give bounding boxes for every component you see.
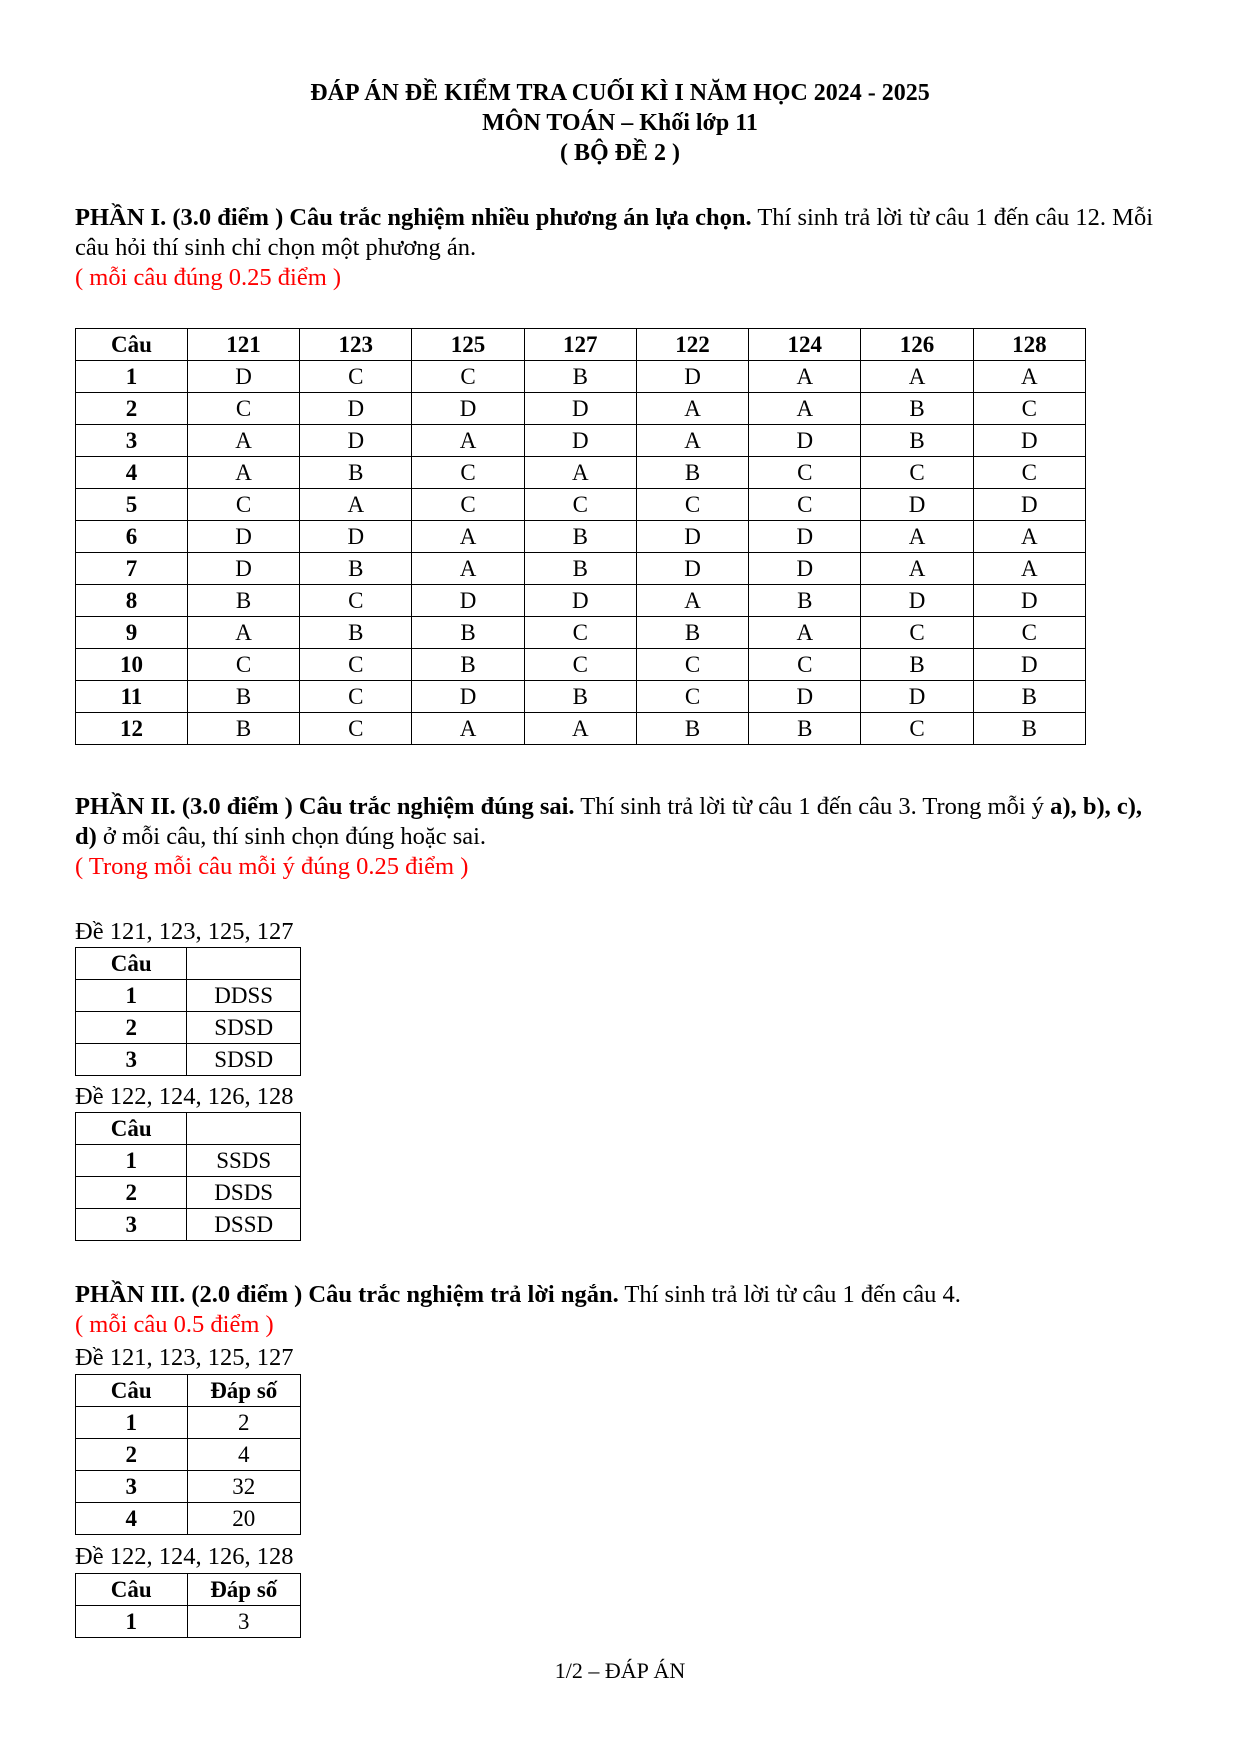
column-header-exam-code: 122	[636, 329, 748, 361]
question-number: 3	[76, 1044, 187, 1076]
answer-cell: B	[412, 617, 524, 649]
question-number: 4	[76, 1503, 188, 1535]
answer-cell: A	[973, 521, 1085, 553]
answer-cell: B	[300, 457, 412, 489]
answer-cell: A	[861, 361, 973, 393]
answer-cell: A	[749, 393, 861, 425]
answer-cell: A	[187, 457, 299, 489]
question-number: 1	[76, 1145, 187, 1177]
answer-cell: DDSS	[187, 980, 301, 1012]
answer-cell: A	[749, 361, 861, 393]
answer-cell: SSDS	[187, 1145, 301, 1177]
part2-heading-bold: PHẦN II. (3.0 điểm ) Câu trắc nghiệm đúng sai.	[75, 793, 575, 820]
part3-group-b-table	[75, 1573, 301, 1638]
part2-score-note: ( Trong mỗi câu mỗi ý đúng 0.25 điểm )	[75, 853, 469, 880]
answer-cell: C	[749, 649, 861, 681]
question-number: 5	[76, 489, 188, 521]
table-row	[76, 1012, 301, 1044]
answer-cell: A	[636, 425, 748, 457]
answer-cell: D	[861, 585, 973, 617]
answer-cell: B	[973, 713, 1085, 745]
column-header-answer	[187, 1113, 301, 1145]
answer-cell: C	[749, 457, 861, 489]
question-number: 3	[76, 1471, 188, 1503]
column-header-answer: Đáp số	[187, 1574, 301, 1606]
answer-cell: A	[861, 553, 973, 585]
part2-group-b-label: Đề 122, 124, 126, 128	[75, 1083, 294, 1110]
document-header	[0, 78, 1240, 168]
column-header-exam-code: 125	[412, 329, 524, 361]
answer-cell: C	[636, 681, 748, 713]
part3-heading-text: Thí sinh trả lời từ câu 1 đến câu 4.	[618, 1281, 961, 1308]
table-header-row	[76, 1574, 301, 1606]
table-row	[76, 1407, 301, 1439]
answer-cell: A	[187, 425, 299, 457]
answer-cell: A	[636, 393, 748, 425]
table-header-row	[76, 329, 1086, 361]
table-header-row	[76, 948, 301, 980]
question-number: 3	[76, 1209, 187, 1241]
answer-cell: D	[749, 521, 861, 553]
column-header-answer	[187, 948, 301, 980]
table-row	[76, 489, 1086, 521]
answer-cell: D	[412, 393, 524, 425]
document-subject: MÔN TOÁN – Khối lớp 11	[482, 110, 758, 136]
part3-group-b-label: Đề 122, 124, 126, 128	[75, 1543, 294, 1570]
answer-cell: C	[187, 649, 299, 681]
table-row	[76, 649, 1086, 681]
column-header-question: Câu	[76, 329, 188, 361]
answer-cell: D	[412, 585, 524, 617]
answer-cell: C	[973, 457, 1085, 489]
part1-heading-bold: PHẦN I. (3.0 điểm ) Câu trắc nghiệm nhiều phương án lựa chọn.	[75, 204, 752, 231]
answer-cell: C	[636, 649, 748, 681]
answer-cell: C	[412, 489, 524, 521]
answer-cell: SDSD	[187, 1012, 301, 1044]
answer-cell: D	[300, 393, 412, 425]
answer-cell: D	[749, 553, 861, 585]
table-row	[76, 393, 1086, 425]
column-header-exam-code: 127	[524, 329, 636, 361]
question-number: 10	[76, 649, 188, 681]
answer-cell: C	[187, 393, 299, 425]
answer-cell: B	[749, 713, 861, 745]
answer-cell: D	[636, 361, 748, 393]
answer-cell: C	[300, 681, 412, 713]
question-number: 8	[76, 585, 188, 617]
answer-cell: D	[636, 521, 748, 553]
answer-cell: B	[187, 713, 299, 745]
table-row	[76, 1606, 301, 1638]
table-row	[76, 1471, 301, 1503]
table-row	[76, 425, 1086, 457]
answer-cell: B	[636, 713, 748, 745]
page-footer: 1/2 – ĐÁP ÁN	[554, 1658, 686, 1683]
answer-cell: B	[187, 681, 299, 713]
answer-cell: C	[300, 361, 412, 393]
table-row	[76, 681, 1086, 713]
part3-group-a-table	[75, 1374, 301, 1535]
answer-cell: D	[973, 585, 1085, 617]
answer-cell: D	[861, 681, 973, 713]
column-header-question: Câu	[76, 1375, 188, 1407]
answer-cell: D	[973, 425, 1085, 457]
part2-heading	[75, 792, 1165, 852]
part1-score-note: ( mỗi câu đúng 0.25 điểm )	[75, 264, 342, 291]
answer-cell: B	[636, 457, 748, 489]
answer-cell: A	[524, 713, 636, 745]
answer-cell: C	[524, 489, 636, 521]
answer-cell: B	[861, 425, 973, 457]
document-title: ĐÁP ÁN ĐỀ KIỂM TRA CUỐI KÌ I NĂM HỌC 2024 - 2025	[310, 80, 930, 106]
table-row	[76, 553, 1086, 585]
answer-cell: C	[412, 457, 524, 489]
answer-cell: A	[861, 521, 973, 553]
question-number: 2	[76, 1012, 187, 1044]
answer-cell: C	[861, 457, 973, 489]
answer-cell: C	[412, 361, 524, 393]
answer-cell: D	[300, 521, 412, 553]
part1-answer-table	[75, 328, 1086, 745]
table-row	[76, 585, 1086, 617]
table-row	[76, 361, 1086, 393]
column-header-question: Câu	[76, 1574, 188, 1606]
answer-cell: D	[973, 489, 1085, 521]
table-row	[76, 1209, 301, 1241]
column-header-exam-code: 121	[187, 329, 299, 361]
table-row	[76, 713, 1086, 745]
column-header-exam-code: 126	[861, 329, 973, 361]
table-row	[76, 1177, 301, 1209]
answer-cell: 3	[187, 1606, 301, 1638]
answer-cell: B	[524, 361, 636, 393]
part1-heading	[75, 203, 1165, 263]
answer-cell: C	[973, 617, 1085, 649]
question-number: 1	[76, 1606, 188, 1638]
question-number: 12	[76, 713, 188, 745]
answer-cell: C	[636, 489, 748, 521]
column-header-question: Câu	[76, 948, 187, 980]
answer-cell: B	[524, 521, 636, 553]
part2-group-b-table	[75, 1112, 301, 1241]
table-row	[76, 980, 301, 1012]
answer-cell: A	[749, 617, 861, 649]
answer-cell: 32	[187, 1471, 301, 1503]
answer-cell: A	[524, 457, 636, 489]
answer-cell: A	[300, 489, 412, 521]
question-number: 3	[76, 425, 188, 457]
answer-cell: D	[524, 425, 636, 457]
answer-cell: B	[524, 681, 636, 713]
answer-cell: B	[636, 617, 748, 649]
answer-cell: A	[973, 361, 1085, 393]
answer-cell: A	[973, 553, 1085, 585]
column-header-exam-code: 124	[749, 329, 861, 361]
answer-cell: D	[749, 425, 861, 457]
question-number: 6	[76, 521, 188, 553]
answer-cell: D	[524, 585, 636, 617]
answer-cell: B	[861, 649, 973, 681]
answer-cell: C	[749, 489, 861, 521]
column-header-answer: Đáp số	[187, 1375, 301, 1407]
part3-score-note: ( mỗi câu 0.5 điểm )	[75, 1311, 274, 1338]
answer-cell: C	[524, 649, 636, 681]
question-number: 1	[76, 980, 187, 1012]
table-row	[76, 1044, 301, 1076]
table-row	[76, 521, 1086, 553]
answer-cell: D	[412, 681, 524, 713]
answer-cell: C	[524, 617, 636, 649]
question-number: 2	[76, 1177, 187, 1209]
answer-cell: B	[524, 553, 636, 585]
answer-cell: D	[187, 553, 299, 585]
answer-cell: B	[300, 553, 412, 585]
document-set: ( BỘ ĐỀ 2 )	[560, 140, 680, 166]
answer-cell: B	[187, 585, 299, 617]
part3-heading	[75, 1280, 1165, 1310]
answer-cell: D	[300, 425, 412, 457]
column-header-exam-code: 123	[300, 329, 412, 361]
answer-cell: A	[187, 617, 299, 649]
part3-heading-bold: PHẦN III. (2.0 điểm ) Câu trắc nghiệm trả lời ngắn.	[75, 1281, 619, 1308]
question-number: 7	[76, 553, 188, 585]
part2-group-a-label: Đề 121, 123, 125, 127	[75, 918, 294, 945]
answer-cell: DSSD	[187, 1209, 301, 1241]
table-row	[76, 457, 1086, 489]
answer-cell: D	[524, 393, 636, 425]
answer-cell: D	[187, 521, 299, 553]
answer-cell: B	[861, 393, 973, 425]
answer-cell: D	[187, 361, 299, 393]
part1-heading-text: Thí sinh trả lời từ câu 1 đến câu 12. Mỗi câu hỏi thí sinh chỉ chọn một phương án.	[75, 204, 1154, 261]
answer-cell: C	[300, 649, 412, 681]
answer-cell: C	[300, 713, 412, 745]
question-number: 2	[76, 1439, 188, 1471]
answer-cell: D	[861, 489, 973, 521]
answer-cell: A	[412, 425, 524, 457]
answer-cell: A	[412, 713, 524, 745]
question-number: 2	[76, 393, 188, 425]
part2-heading-text2: ở mỗi câu, thí sinh chọn đúng hoặc sai.	[96, 823, 487, 850]
question-number: 9	[76, 617, 188, 649]
part3-group-a-label: Đề 121, 123, 125, 127	[75, 1344, 294, 1371]
table-header-row	[76, 1113, 301, 1145]
answer-cell: DSDS	[187, 1177, 301, 1209]
column-header-question: Câu	[76, 1113, 187, 1145]
answer-cell: A	[412, 553, 524, 585]
table-row	[76, 1145, 301, 1177]
answer-cell: SDSD	[187, 1044, 301, 1076]
question-number: 1	[76, 361, 188, 393]
answer-cell: B	[412, 649, 524, 681]
table-row	[76, 1439, 301, 1471]
answer-cell: 2	[187, 1407, 301, 1439]
answer-cell: D	[973, 649, 1085, 681]
table-row	[76, 1503, 301, 1535]
answer-cell: 4	[187, 1439, 301, 1471]
answer-cell: B	[749, 585, 861, 617]
answer-cell: C	[861, 617, 973, 649]
table-header-row	[76, 1375, 301, 1407]
part2-heading-text: Thí sinh trả lời từ câu 1 đến câu 3. Trong mỗi ý	[574, 793, 1051, 820]
answer-cell: C	[300, 585, 412, 617]
answer-cell: C	[973, 393, 1085, 425]
answer-cell: C	[187, 489, 299, 521]
answer-cell: 20	[187, 1503, 301, 1535]
part2-heading-bold2: a), b), c), d)	[75, 793, 1143, 850]
table-row	[76, 617, 1086, 649]
answer-cell: C	[861, 713, 973, 745]
answer-cell: A	[412, 521, 524, 553]
answer-cell: D	[749, 681, 861, 713]
answer-cell: A	[636, 585, 748, 617]
question-number: 4	[76, 457, 188, 489]
answer-cell: B	[300, 617, 412, 649]
question-number: 1	[76, 1407, 188, 1439]
answer-cell: D	[636, 553, 748, 585]
part2-group-a-table	[75, 947, 301, 1076]
question-number: 11	[76, 681, 188, 713]
column-header-exam-code: 128	[973, 329, 1085, 361]
answer-cell: B	[973, 681, 1085, 713]
